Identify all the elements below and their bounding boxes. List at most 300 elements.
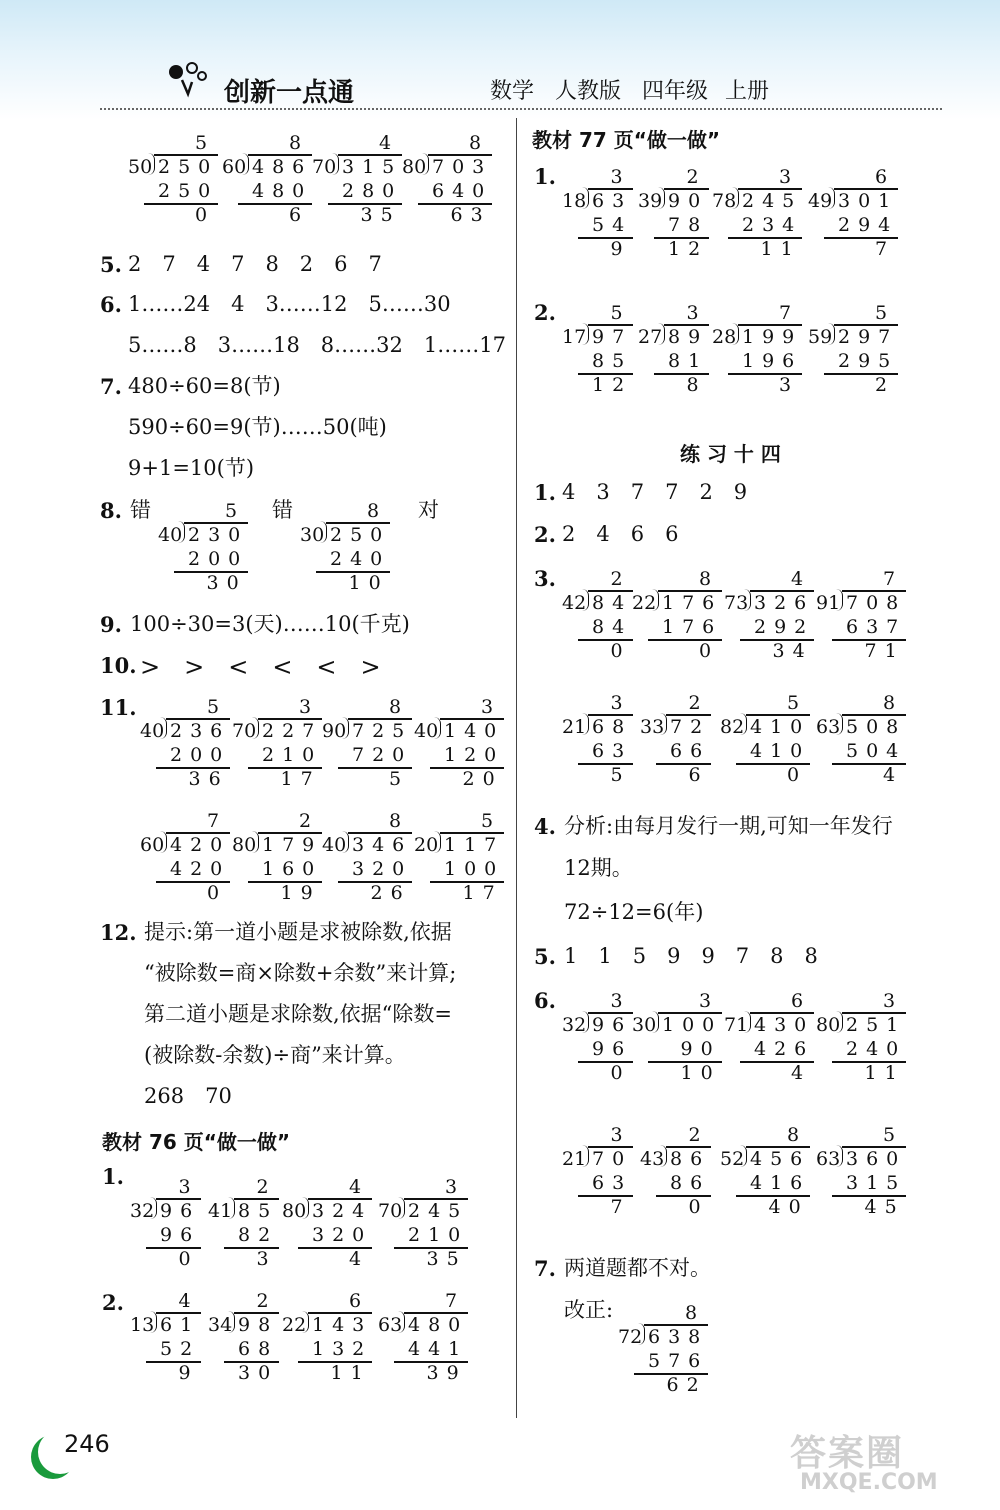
dividend: 315 — [342, 156, 403, 178]
q10-number: 10. — [100, 653, 137, 678]
division-bracket — [342, 831, 349, 853]
remainder: 2 — [875, 374, 896, 396]
remainder: 39 — [426, 1362, 467, 1384]
division-bracket — [398, 1197, 405, 1219]
p7-fix-label: 改正: — [564, 1298, 614, 1322]
s77-q1-division-4 — [808, 168, 918, 264]
remainder: 0 — [787, 764, 808, 786]
quotient: 2 — [256, 1176, 277, 1198]
divisor: 52 — [720, 1148, 745, 1170]
divisor: 72 — [618, 1326, 643, 1348]
quotient: 7 — [207, 810, 228, 832]
divisor: 90 — [322, 720, 347, 742]
remainder: 4 — [791, 1062, 812, 1084]
p6-division-4 — [816, 992, 926, 1088]
remainder: 36 — [188, 768, 229, 790]
division-bracket — [836, 1011, 843, 1033]
dividend: 199 — [742, 326, 803, 348]
q8-verdict-1: 错 — [130, 498, 151, 522]
q7-line2: 590÷60=9(节)……50(吨) — [128, 415, 387, 439]
division-bracket — [320, 521, 327, 543]
division-bracket — [160, 717, 167, 739]
divisor: 59 — [808, 326, 833, 348]
divisor: 40 — [158, 524, 183, 546]
divisor: 28 — [712, 326, 737, 348]
product: 292 — [754, 616, 815, 638]
division-bracket — [828, 187, 835, 209]
remainder: 8 — [686, 374, 707, 396]
quotient: 8 — [389, 810, 410, 832]
divisor: 30 — [632, 1014, 657, 1036]
quotient: 3 — [883, 990, 904, 1012]
quotient: 2 — [686, 166, 707, 188]
product: 90 — [680, 1038, 721, 1060]
division-bracket — [740, 713, 747, 735]
dividend: 143 — [312, 1314, 373, 1336]
product: 176 — [662, 616, 723, 638]
quotient: 3 — [779, 166, 800, 188]
product: 100 — [444, 858, 505, 880]
q11-division-row2-4 — [414, 812, 524, 908]
division-bracket — [242, 153, 249, 175]
quotient: 8 — [389, 696, 410, 718]
product: 480 — [252, 180, 313, 202]
quotient: 5 — [787, 692, 808, 714]
s77-q1-number: 1. — [534, 164, 556, 189]
remainder: 9 — [610, 238, 631, 260]
quotient: 8 — [685, 1302, 706, 1324]
dividend: 486 — [252, 156, 313, 178]
dividend: 420 — [170, 834, 231, 856]
p1-answer: 4 3 7 7 2 9 — [562, 480, 748, 504]
dividend: 63 — [592, 190, 633, 212]
divisor: 80 — [232, 834, 257, 856]
dividend: 346 — [352, 834, 413, 856]
dividend: 250 — [330, 524, 391, 546]
remainder: 0 — [195, 204, 216, 226]
quotient: 7 — [779, 302, 800, 324]
divisor: 40 — [414, 720, 439, 742]
remainder: 0 — [610, 640, 631, 662]
remainder: 40 — [768, 1196, 809, 1218]
dividend: 97 — [592, 326, 633, 348]
header-grade: 四年级 — [642, 79, 709, 104]
product: 96 — [592, 1038, 633, 1060]
remainder: 4 — [883, 764, 904, 786]
remainder: 0 — [610, 1062, 631, 1084]
quotient: 5 — [207, 696, 228, 718]
divisor: 60 — [222, 156, 247, 178]
quotient: 3 — [610, 692, 631, 714]
quotient: 8 — [787, 1124, 808, 1146]
division-bracket — [582, 1011, 589, 1033]
header-logo-icon — [162, 58, 210, 98]
product: 441 — [408, 1338, 469, 1360]
division-bracket — [398, 1311, 405, 1333]
dividend: 251 — [846, 1014, 907, 1036]
dividend: 638 — [648, 1326, 709, 1348]
s76-q2-number: 2. — [102, 1290, 124, 1315]
division-bracket — [744, 1011, 751, 1033]
divisor: 60 — [140, 834, 165, 856]
divisor: 21 — [562, 1148, 587, 1170]
division-bracket — [252, 831, 259, 853]
p6-number: 6. — [534, 988, 556, 1013]
division-bracket — [582, 589, 589, 611]
dividend: 245 — [408, 1200, 469, 1222]
quotient: 7 — [445, 1290, 466, 1312]
divisor: 70 — [378, 1200, 403, 1222]
product: 63 — [592, 740, 633, 762]
p3-division-row2-4 — [816, 694, 926, 790]
dividend: 230 — [188, 524, 249, 546]
division-bracket — [422, 153, 429, 175]
divisor: 32 — [130, 1200, 155, 1222]
p7-answer: 两道题都不对。 — [564, 1256, 711, 1280]
dividend: 725 — [352, 720, 413, 742]
product: 160 — [262, 858, 323, 880]
remainder: 35 — [360, 204, 401, 226]
dividend: 703 — [432, 156, 493, 178]
divisor: 34 — [208, 1314, 233, 1336]
divisor: 32 — [562, 1014, 587, 1036]
remainder: 7 — [875, 238, 896, 260]
q6-number: 6. — [100, 292, 122, 317]
product: 504 — [846, 740, 907, 762]
q7-line3: 9+1=10(节) — [128, 456, 255, 480]
divisor: 42 — [562, 592, 587, 614]
dividend: 245 — [742, 190, 803, 212]
remainder: 3 — [256, 1248, 277, 1270]
division-bracket — [332, 153, 339, 175]
s76-q1-number: 1. — [102, 1164, 124, 1189]
divisor: 18 — [562, 190, 587, 212]
division-bracket — [302, 1197, 309, 1219]
p7-division — [618, 1304, 728, 1400]
s76-q2-division-4 — [378, 1292, 488, 1388]
p4-line1: 分析:由每月发行一期,可知一年发行 — [564, 814, 893, 838]
division-bracket — [836, 589, 843, 611]
product: 280 — [342, 180, 403, 202]
product: 132 — [312, 1338, 373, 1360]
divisor: 22 — [282, 1314, 307, 1336]
quotient: 3 — [610, 1124, 631, 1146]
product: 294 — [838, 214, 899, 236]
quotient: 4 — [791, 568, 812, 590]
quotient: 4 — [349, 1176, 370, 1198]
header-subject: 数学 — [490, 79, 535, 104]
division-bracket — [744, 589, 751, 611]
dividend: 456 — [750, 1148, 811, 1170]
quotient: 8 — [699, 568, 720, 590]
remainder: 11 — [330, 1362, 371, 1384]
s77-q2-division-4 — [808, 304, 918, 400]
product: 240 — [330, 548, 391, 570]
divisor: 63 — [816, 1148, 841, 1170]
product: 66 — [670, 740, 711, 762]
division-bracket — [582, 323, 589, 345]
product: 120 — [444, 744, 505, 766]
q8-verdict-2: 错 — [272, 498, 293, 522]
q7-line1: 480÷60=8(节) — [128, 374, 281, 398]
p2-answer: 2 4 6 6 — [562, 522, 679, 546]
product: 84 — [592, 616, 633, 638]
remainder: 17 — [280, 768, 321, 790]
divisor: 73 — [724, 592, 749, 614]
quotient: 3 — [699, 990, 720, 1012]
quotient: 3 — [610, 166, 631, 188]
product: 426 — [754, 1038, 815, 1060]
division-bracket — [652, 1011, 659, 1033]
remainder: 0 — [207, 882, 228, 904]
quotient: 4 — [379, 132, 400, 154]
division-bracket — [252, 717, 259, 739]
divisor: 27 — [638, 326, 663, 348]
q12-number: 12. — [100, 920, 137, 945]
quotient: 3 — [445, 1176, 466, 1198]
divisor: 40 — [322, 834, 347, 856]
remainder: 0 — [688, 1196, 709, 1218]
product: 720 — [352, 744, 413, 766]
product: 78 — [668, 214, 709, 236]
s76-q2-division-3 — [282, 1292, 392, 1388]
divisor: 21 — [562, 716, 587, 738]
dividend: 326 — [754, 592, 815, 614]
dividend: 179 — [262, 834, 323, 856]
product: 420 — [170, 858, 231, 880]
remainder: 63 — [450, 204, 491, 226]
division-bracket — [582, 1145, 589, 1167]
division-bracket — [836, 713, 843, 735]
p6-division-row2-3 — [720, 1126, 830, 1222]
quotient: 4 — [178, 1290, 199, 1312]
dividend: 508 — [846, 716, 907, 738]
divisor: 30 — [300, 524, 325, 546]
quotient: 3 — [686, 302, 707, 324]
remainder: 6 — [289, 204, 310, 226]
divisor: 22 — [632, 592, 657, 614]
divisor: 50 — [128, 156, 153, 178]
division-bracket — [160, 831, 167, 853]
division-bracket — [828, 323, 835, 345]
product: 63 — [592, 1172, 633, 1194]
division-bracket — [150, 1197, 157, 1219]
product: 81 — [668, 350, 709, 372]
p3-division-row2-3 — [720, 694, 830, 790]
division-bracket — [652, 589, 659, 611]
quotient: 7 — [883, 568, 904, 590]
product: 576 — [648, 1350, 709, 1372]
division-bracket — [660, 1145, 667, 1167]
remainder: 7 — [610, 1196, 631, 1218]
product: 54 — [592, 214, 633, 236]
product: 240 — [846, 1038, 907, 1060]
p3-division-4 — [816, 570, 926, 666]
q8-verdict-3: 对 — [418, 498, 439, 522]
product: 320 — [352, 858, 413, 880]
remainder: 35 — [426, 1248, 467, 1270]
division-bracket — [836, 1145, 843, 1167]
remainder: 17 — [462, 882, 503, 904]
dividend: 68 — [592, 716, 633, 738]
remainder: 30 — [238, 1362, 279, 1384]
quotient: 6 — [875, 166, 896, 188]
dividend: 84 — [592, 592, 633, 614]
remainder: 5 — [610, 764, 631, 786]
product: 210 — [408, 1224, 469, 1246]
division-bracket — [178, 521, 185, 543]
p5-number: 5. — [534, 944, 556, 969]
division-bracket — [434, 717, 441, 739]
remainder: 4 — [349, 1248, 370, 1270]
quotient: 2 — [610, 568, 631, 590]
division-bracket — [228, 1197, 235, 1219]
divisor: 80 — [282, 1200, 307, 1222]
product: 96 — [160, 1224, 201, 1246]
division-bracket — [342, 717, 349, 739]
divisor: 40 — [140, 720, 165, 742]
remainder: 34 — [772, 640, 813, 662]
division-bracket — [658, 187, 665, 209]
product: 234 — [742, 214, 803, 236]
s77-q2-division-3 — [712, 304, 822, 400]
q8-number: 8. — [100, 498, 122, 523]
divisor: 80 — [402, 156, 427, 178]
quotient: 8 — [367, 500, 388, 522]
quotient: 8 — [469, 132, 490, 154]
quotient: 5 — [883, 1124, 904, 1146]
s76-q1-division-3 — [282, 1178, 392, 1274]
q6-line1: 1……24 4 3……12 5……30 — [128, 292, 451, 316]
division-bracket — [302, 1311, 309, 1333]
divisor: 17 — [562, 326, 587, 348]
divisor: 20 — [414, 834, 439, 856]
quotient: 3 — [178, 1176, 199, 1198]
divisor: 63 — [378, 1314, 403, 1336]
dividend: 86 — [670, 1148, 711, 1170]
division-bracket — [732, 187, 739, 209]
remainder: 5 — [389, 768, 410, 790]
dividend: 297 — [838, 326, 899, 348]
quotient: 6 — [349, 1290, 370, 1312]
section-exercise-14: 练 习 十 四 — [680, 442, 781, 466]
q12-line4: (被除数-余数)÷商”来计算。 — [144, 1043, 406, 1067]
divisor: 70 — [312, 156, 337, 178]
p6-division-row2-4 — [816, 1126, 926, 1222]
quotient: 8 — [883, 692, 904, 714]
product: 82 — [238, 1224, 279, 1246]
p4-line2: 12期。 — [564, 856, 633, 880]
q7-number: 7. — [100, 374, 122, 399]
division-bracket — [732, 323, 739, 345]
q8-division-1 — [158, 502, 268, 598]
remainder: 26 — [370, 882, 411, 904]
division-bracket — [658, 323, 665, 345]
header-volume: 上册 — [725, 79, 770, 104]
remainder: 6 — [688, 764, 709, 786]
product: 200 — [188, 548, 249, 570]
q11-number: 11. — [100, 695, 137, 720]
s76-q1-division-4 — [378, 1178, 488, 1274]
product: 416 — [750, 1172, 811, 1194]
header-divider — [100, 108, 942, 110]
product: 295 — [838, 350, 899, 372]
remainder: 3 — [779, 374, 800, 396]
watermark-logo: 答案圈 — [790, 1433, 905, 1474]
remainder: 30 — [206, 572, 247, 594]
quotient: 3 — [481, 696, 502, 718]
divisor: 71 — [724, 1014, 749, 1036]
dividend: 61 — [160, 1314, 201, 1336]
dividend: 96 — [160, 1200, 201, 1222]
dividend: 480 — [408, 1314, 469, 1336]
product: 315 — [846, 1172, 907, 1194]
division-bracket — [740, 1145, 747, 1167]
product: 52 — [160, 1338, 201, 1360]
dividend: 250 — [158, 156, 219, 178]
p4-number: 4. — [534, 814, 556, 839]
dividend: 360 — [846, 1148, 907, 1170]
p7-number: 7. — [534, 1256, 556, 1281]
q5-number: 5. — [100, 252, 122, 277]
q12-answer: 268 70 — [144, 1084, 232, 1108]
book-title: 创新一点通 — [224, 78, 355, 108]
p5-answer: 1 1 5 9 9 7 8 8 — [564, 944, 818, 968]
quotient: 2 — [299, 810, 320, 832]
quotient: 8 — [289, 132, 310, 154]
product: 250 — [158, 180, 219, 202]
divisor: 33 — [640, 716, 665, 738]
divisor: 43 — [640, 1148, 665, 1170]
dividend: 176 — [662, 592, 723, 614]
p4-line3: 72÷12=6(年) — [564, 900, 704, 924]
dividend: 708 — [846, 592, 907, 614]
remainder: 10 — [348, 572, 389, 594]
remainder: 19 — [280, 882, 321, 904]
q12-line1: 提示:第一道小题是求被除数,依据 — [144, 920, 452, 944]
product: 410 — [750, 740, 811, 762]
dividend: 100 — [662, 1014, 723, 1036]
product: 68 — [238, 1338, 279, 1360]
dividend: 140 — [444, 720, 505, 742]
dividend: 98 — [238, 1314, 279, 1336]
product: 640 — [432, 180, 493, 202]
divisor: 91 — [816, 592, 841, 614]
remainder: 0 — [178, 1248, 199, 1270]
q8-division-2 — [300, 502, 410, 598]
s77-q2-number: 2. — [534, 300, 556, 325]
division-bracket — [582, 713, 589, 735]
divisor: 13 — [130, 1314, 155, 1336]
q9-number: 9. — [100, 612, 122, 637]
remainder: 11 — [864, 1062, 905, 1084]
dividend: 72 — [670, 716, 711, 738]
divisor: 78 — [712, 190, 737, 212]
division-bracket — [148, 153, 155, 175]
product: 85 — [592, 350, 633, 372]
q5-answer: 2 7 4 7 8 2 6 7 — [128, 252, 382, 276]
dividend: 96 — [592, 1014, 633, 1036]
p3-number: 3. — [534, 566, 556, 591]
remainder: 10 — [680, 1062, 721, 1084]
remainder: 62 — [666, 1374, 707, 1396]
quotient: 5 — [875, 302, 896, 324]
q12-line3: 第二道小题是求除数,依据“除数= — [144, 1002, 453, 1026]
division-bracket — [150, 1311, 157, 1333]
divisor: 70 — [232, 720, 257, 742]
page-number: 246 — [64, 1430, 110, 1458]
p2-number: 2. — [534, 522, 556, 547]
